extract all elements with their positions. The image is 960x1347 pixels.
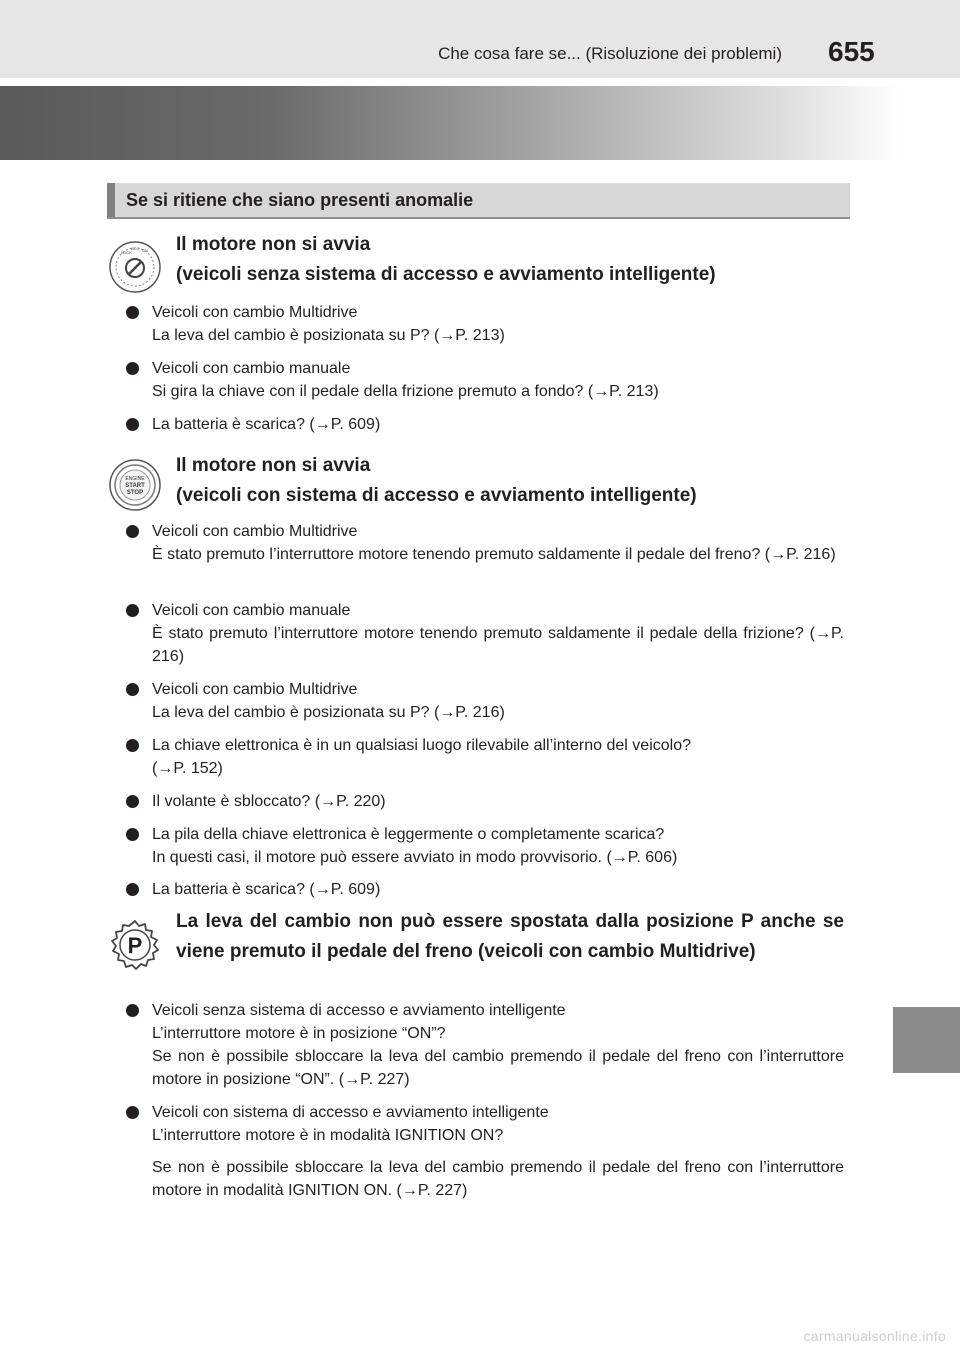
problem-title: Il motore non si avvia (veicoli senza sistema di accesso e avviamento intelligente) [176, 234, 716, 285]
list-item: Veicoli con cambio Multidrive La leva del cambio è posizionata su P? (→P. 213) [126, 301, 844, 347]
svg-text:STOP: STOP [126, 490, 144, 496]
svg-text:P: P [127, 933, 143, 958]
svg-text:ENGINE: ENGINE [125, 476, 145, 482]
list-item: Veicoli senza sistema di accesso e avviamento intelligente L’interruttore motore è in posizione “ON”? Se non è possibile sbloccare la leva del cambio premendo il pedale del freno con l’interruttore motore in posizione “ON”. (→P. 227) [126, 999, 844, 1091]
svg-text:ON: ON [142, 248, 148, 253]
chapter-thumb-tab [893, 1007, 960, 1073]
park-gear-icon [108, 919, 162, 973]
problem-title: Il motore non si avvia (veicoli con sistema di accesso e avviamento intelligente) [176, 455, 697, 506]
list-item: Veicoli con cambio Multidrive È stato premuto l’interruttore motore tenendo premuto saldamente il pedale del freno? (→P. 216) [126, 520, 844, 566]
svg-text:START: START [125, 483, 145, 489]
watermark: carmanualsonline.info [803, 1328, 946, 1344]
svg-text:ACC: ACC [131, 246, 140, 251]
list-item: La pila della chiave elettronica è leggermente o completamente scarica? In questi casi, il motore può essere avviato in modo provvisorio. (→P. 606) [126, 823, 844, 869]
list-item: La chiave elettronica è in un qualsiasi luogo rilevabile all’interno del veicolo? (→P. 152) [126, 734, 844, 780]
engine-start-stop-icon [108, 458, 162, 512]
problem-title: La leva del cambio non può essere spostata dalla posizione P anche se viene premuto il pedale del freno (veicoli con cambio Multidrive) [176, 911, 844, 962]
list-item: Veicoli con cambio Multidrive La leva del cambio è posizionata su P? (→P. 216) [126, 678, 844, 724]
list-item: Veicoli con sistema di accesso e avviamento intelligente L’interruttore motore è in modalità IGNITION ON? Se non è possibile sbloccare la leva del cambio premendo il pedale del freno con l’interruttore motore in modalità IGNITION ON. (→P. 227) [126, 1101, 844, 1202]
page-number: 655 [828, 36, 875, 67]
section-heading [107, 183, 850, 219]
list-item: La batteria è scarica? (→P. 609) [126, 878, 844, 901]
svg-text:LOCK: LOCK [121, 250, 132, 255]
list-item: Il volante è sbloccato? (→P. 220) [126, 790, 844, 813]
chapter-banner [0, 86, 900, 160]
section-title: Se si ritiene che siano presenti anomalie [126, 190, 474, 210]
running-header-title: Che cosa fare se... (Risoluzione dei problemi) [438, 44, 782, 63]
list-item: Veicoli con cambio manuale Si gira la chiave con il pedale della frizione premuto a fondo? (→P. 213) [126, 357, 844, 403]
list-item: La batteria è scarica? (→P. 609) [126, 413, 844, 436]
ignition-key-icon [108, 240, 162, 294]
page-header [0, 0, 960, 78]
list-item: Veicoli con cambio manuale È stato premuto l’interruttore motore tenendo premuto saldamente il pedale della frizione? (→P. 216) [126, 599, 844, 668]
